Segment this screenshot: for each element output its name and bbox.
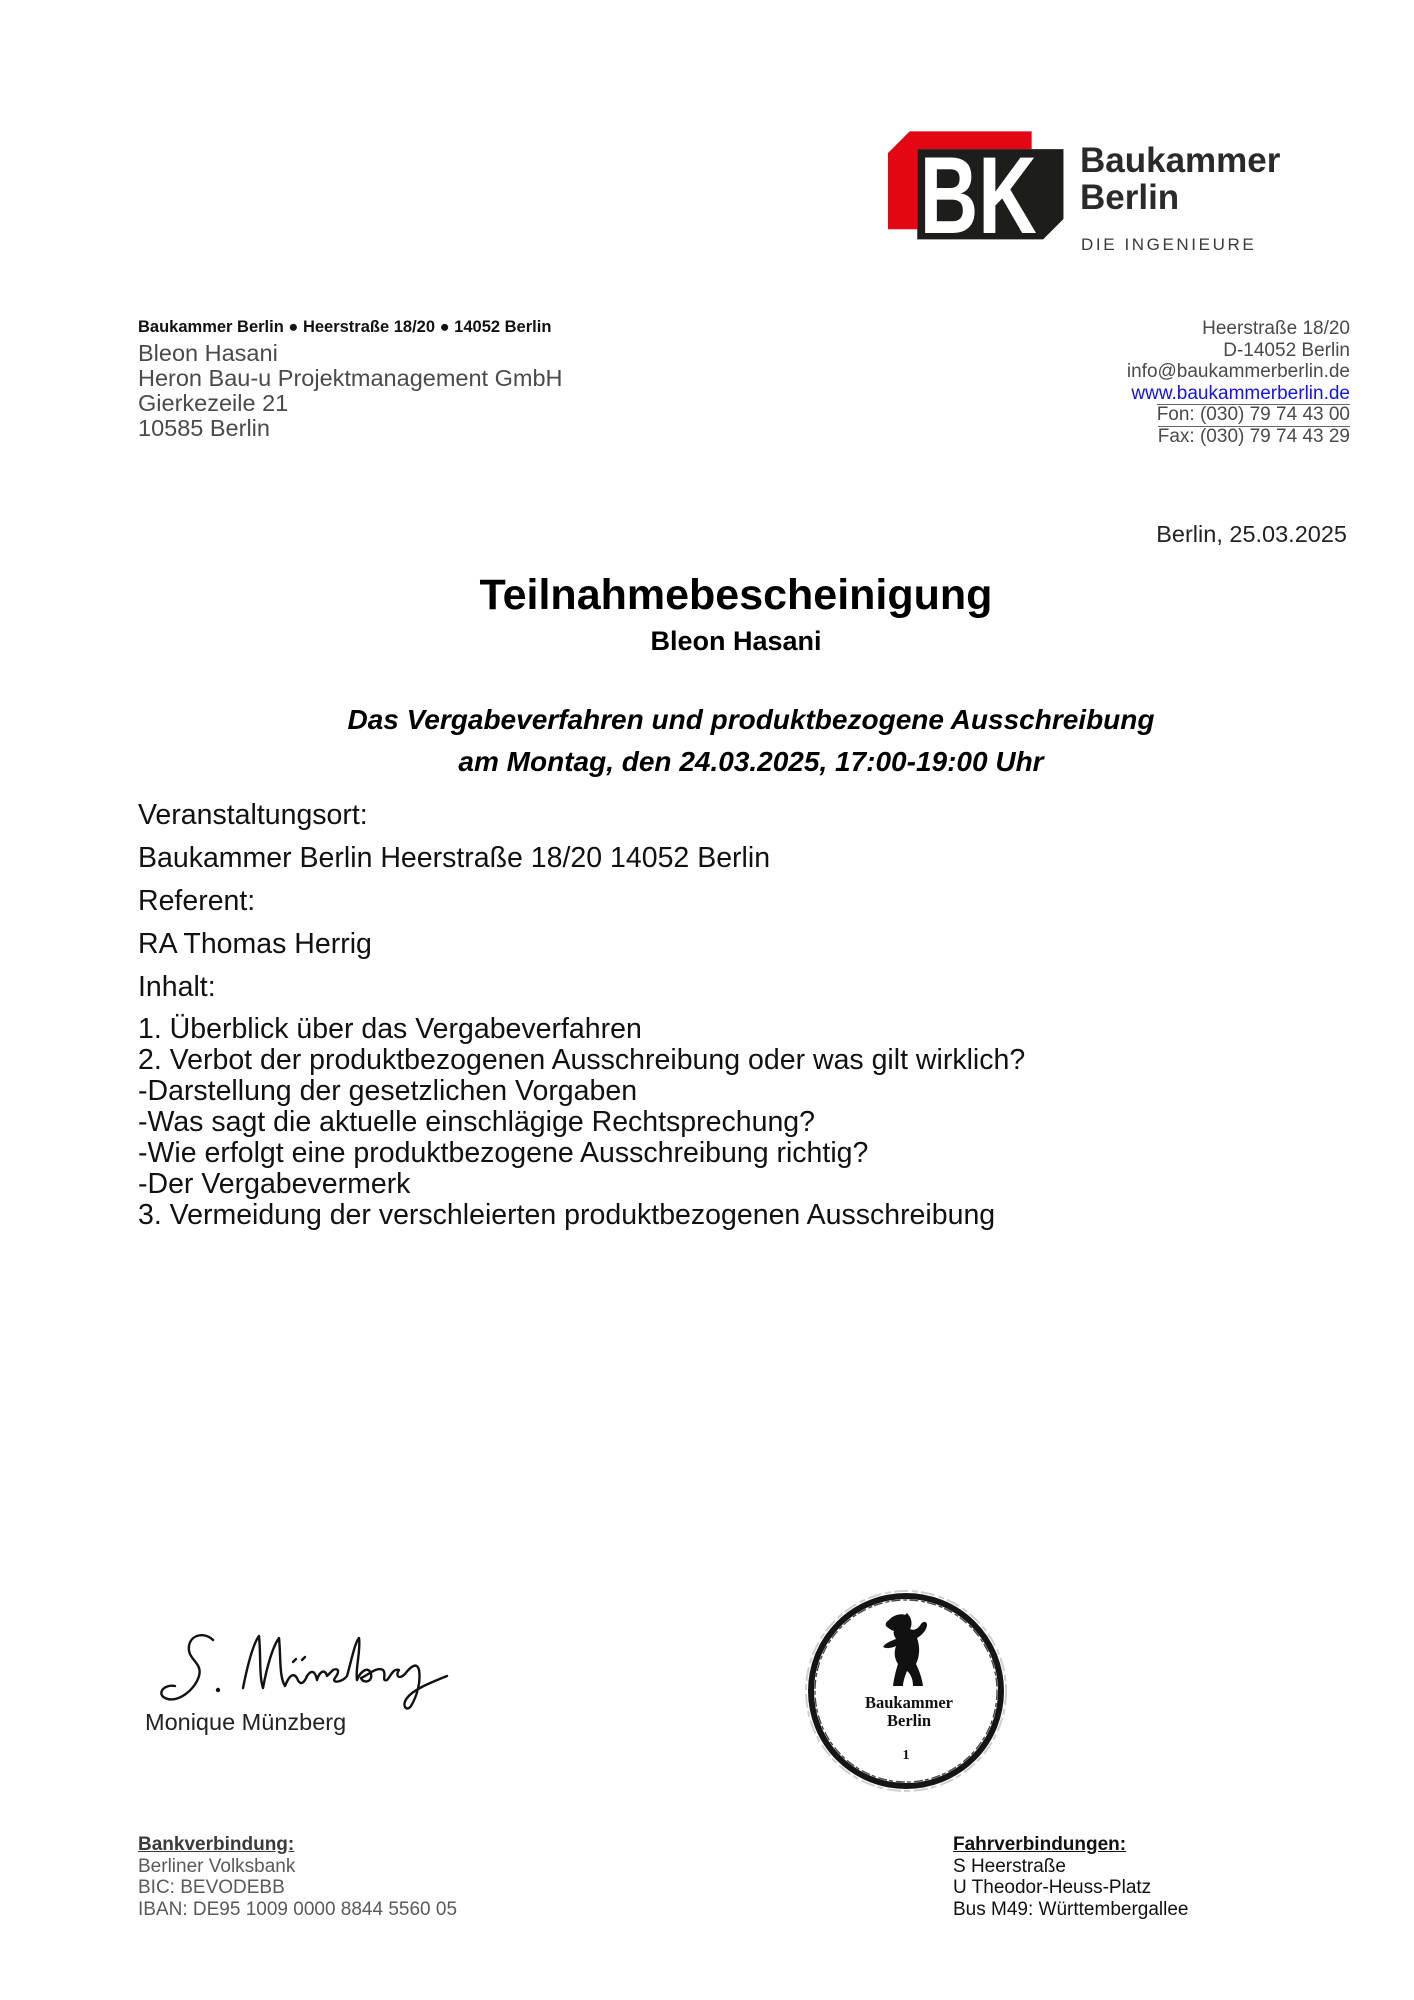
signature-dot [216, 1688, 220, 1692]
recipient-street: Gierkezeile 21 [138, 390, 289, 416]
official-stamp [801, 1586, 1011, 1796]
bank-bic: BIC: BEVODEBB [138, 1877, 285, 1899]
list-item: -Was sagt die aktuelle einschlägige Rechtsprechung? [138, 1106, 816, 1138]
transport-ubahn: U Theodor-Heuss-Platz [953, 1877, 1152, 1899]
transport-sbahn: S Heerstraße [953, 1855, 1066, 1877]
signature-stroke [243, 1636, 307, 1688]
signature-stroke [161, 1635, 213, 1699]
signature-stroke [293, 1657, 305, 1662]
speaker-value: RA Thomas Herrig [138, 928, 372, 960]
contact-email: info@baukammerberlin.de [1126, 361, 1350, 382]
stamp-line2: Berlin [887, 1711, 931, 1730]
contact-street: Heerstraße 18/20 [1202, 318, 1350, 339]
list-item: -Wie erfolgt eine produktbezogene Ausschreibung richtig? [138, 1137, 869, 1169]
handwritten-signature [155, 1626, 455, 1712]
logo-name-line2: Berlin [1080, 178, 1180, 217]
transport-details [953, 1834, 1189, 1921]
contact-phone: Fon: (030) 79 74 43 00 [1156, 404, 1350, 425]
venue-label: Veranstaltungsort: [138, 799, 368, 831]
logo-wordmark [1080, 142, 1280, 216]
logo-tagline: DIE INGENIEURE [1081, 235, 1257, 254]
website-link[interactable]: www.baukammerberlin.de [1131, 382, 1350, 404]
logo-name-line1: Baukammer [1080, 141, 1281, 180]
list-item: -Der Vergabevermerk [138, 1168, 411, 1200]
transport-bus: Bus M49: Württembergallee [953, 1899, 1189, 1921]
event-topic: Das Vergabeverfahren und produktbezogene Ausschreibung [347, 704, 1155, 735]
event-info [138, 699, 1364, 783]
transport-heading: Fahrverbindungen: [953, 1834, 1127, 1855]
contact-block [1127, 318, 1350, 447]
letter-date: Berlin, 25.03.2025 [1156, 521, 1347, 547]
signature-stroke [307, 1638, 447, 1708]
bank-name: Berliner Volksbank [138, 1855, 296, 1877]
list-item: 3. Vermeidung der verschleierten produktbezogenen Ausschreibung [138, 1199, 996, 1231]
contact-city: D-14052 Berlin [1223, 339, 1350, 361]
list-item: 2. Verbot der produktbezogenen Ausschreibung oder was gilt wirklich? [138, 1044, 1026, 1076]
title-block [138, 570, 1334, 657]
list-item: -Darstellung der gesetzlichen Vorgaben [138, 1075, 638, 1107]
bank-iban: IBAN: DE95 1009 0000 8844 5560 05 [138, 1899, 458, 1921]
logo-letters: BK [919, 135, 1037, 241]
speaker-label: Referent: [138, 885, 256, 917]
fax-row [1127, 426, 1350, 448]
baukammer-logo-mark [888, 131, 1066, 241]
recipient-address [138, 341, 563, 441]
content-label: Inhalt: [138, 971, 216, 1003]
list-item: 1. Überblick über das Vergabeverfahren [138, 1013, 642, 1045]
event-datetime: am Montag, den 24.03.2025, 17:00-19:00 Uhr [458, 746, 1044, 777]
event-details [138, 794, 1025, 1231]
page-title: Teilnahmebescheinigung [479, 571, 993, 619]
content-list [138, 1014, 1025, 1231]
recipient-name: Bleon Hasani [138, 340, 278, 366]
contact-fax: Fax: (030) 79 74 43 29 [1157, 425, 1350, 447]
bank-details [138, 1834, 457, 1921]
stamp-number: 1 [902, 1748, 910, 1763]
phone-row [1127, 404, 1350, 426]
participant-name: Bleon Hasani [650, 626, 822, 656]
bank-heading: Bankverbindung: [138, 1834, 295, 1855]
stamp-line1: Baukammer [865, 1693, 953, 1712]
signer-name: Monique Münzberg [145, 1709, 347, 1735]
venue-value: Baukammer Berlin Heerstraße 18/20 14052 Berlin [138, 842, 771, 874]
recipient-city: 10585 Berlin [138, 415, 270, 441]
recipient-company: Heron Bau-u Projektmanagement GmbH [138, 365, 563, 391]
berlin-bear-icon [883, 1613, 927, 1686]
sender-address-line: Baukammer Berlin ● Heerstraße 18/20 ● 14052 Berlin [138, 318, 552, 336]
